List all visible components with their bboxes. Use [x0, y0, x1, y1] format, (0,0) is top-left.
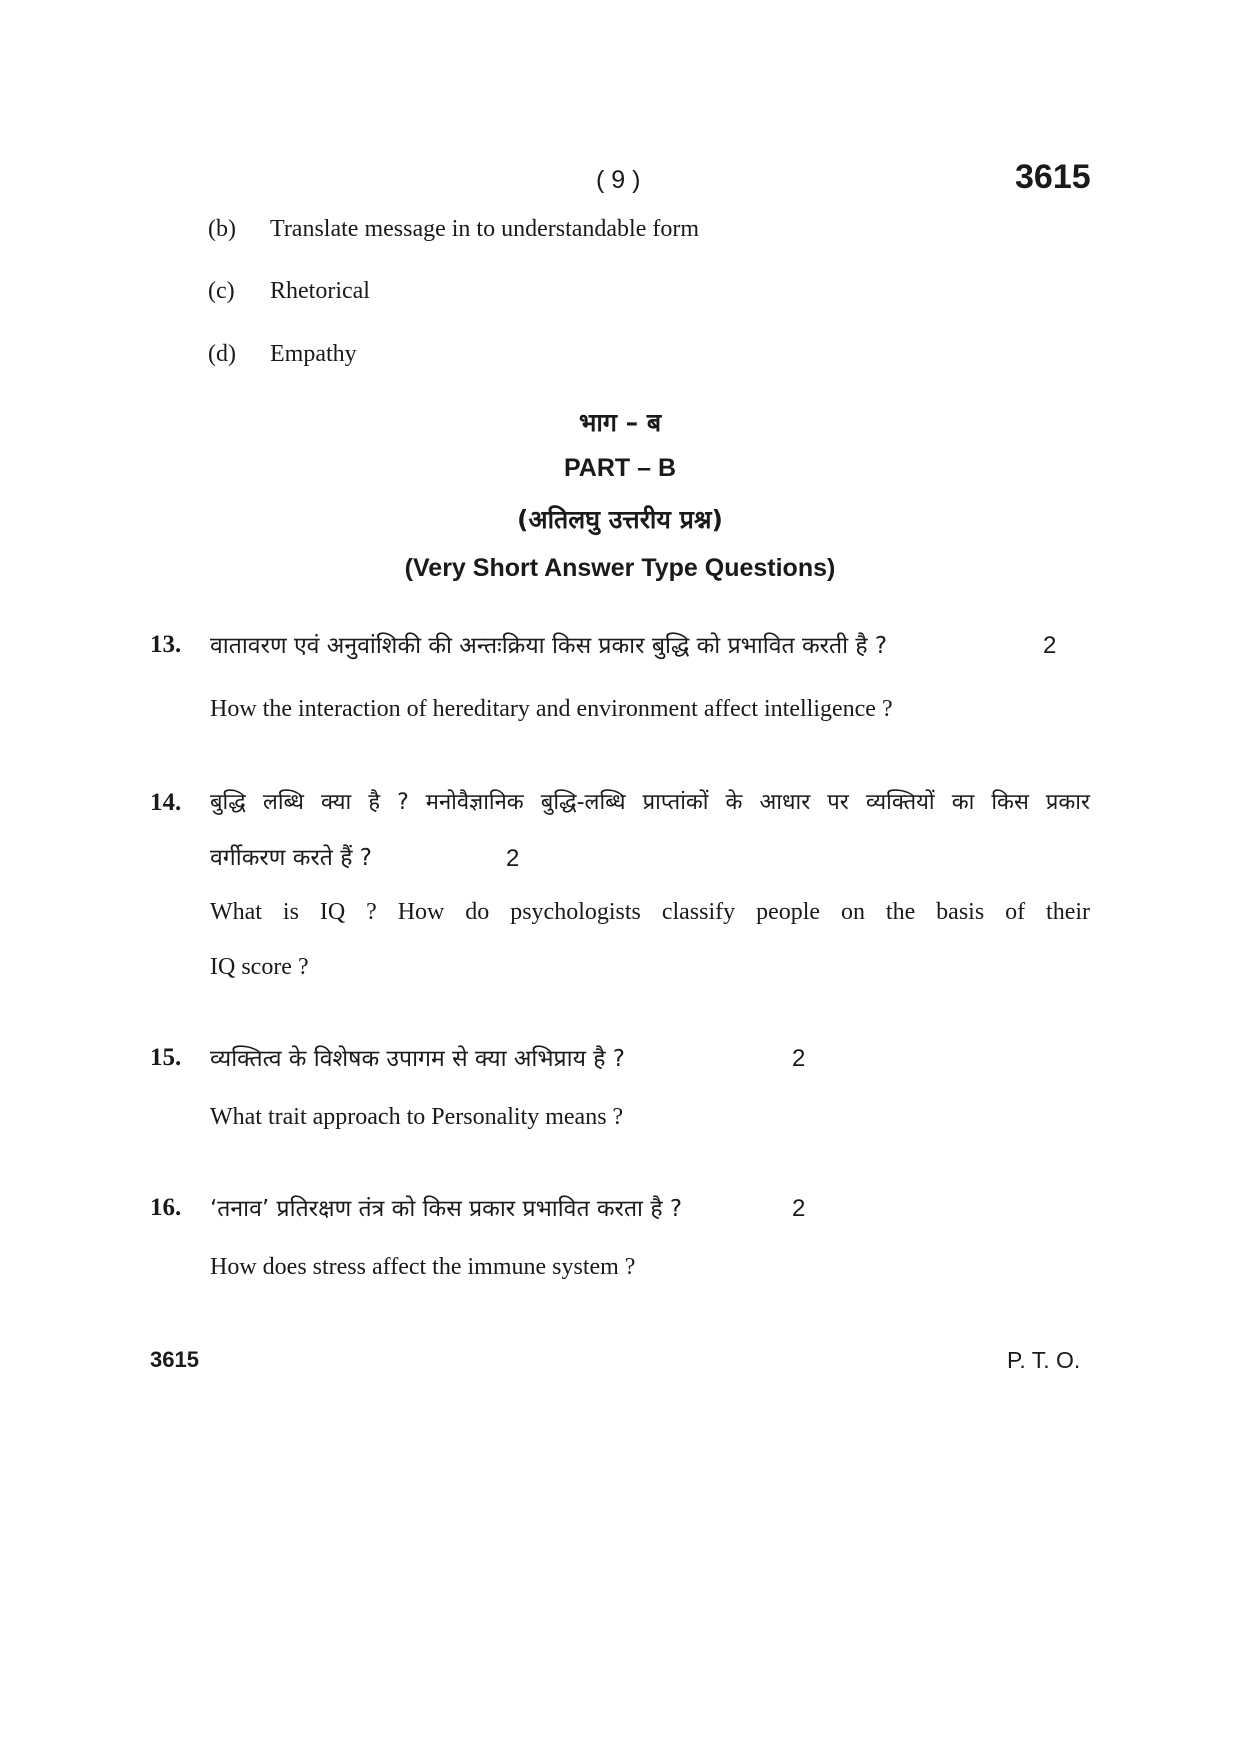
pto-label: P. T. O.: [1007, 1347, 1081, 1373]
question-14-english-line2: IQ score ?: [210, 954, 309, 980]
question-16-number: 16.: [150, 1194, 182, 1221]
question-type-english: (Very Short Answer Type Questions): [404, 554, 836, 582]
paper-code-header: 3615: [1015, 158, 1091, 196]
question-15-english: What trait approach to Personality means ?: [210, 1104, 624, 1130]
option-d-letter: (d): [208, 341, 236, 367]
question-14-number: 14.: [150, 789, 182, 816]
option-d-text: Empathy: [270, 341, 357, 367]
option-b-text: Translate message in to understandable form: [270, 216, 700, 242]
page-number: ( 9 ): [596, 166, 641, 194]
question-16-marks: 2: [792, 1195, 806, 1222]
question-15-marks: 2: [792, 1045, 806, 1072]
option-c-letter: (c): [208, 278, 235, 304]
question-14-english-line1: What is IQ ? How do psychologists classify people on the basis of their: [210, 899, 1090, 925]
paper-code-footer: 3615: [150, 1347, 199, 1372]
question-13-marks: 2: [1043, 632, 1057, 659]
question-15-number: 15.: [150, 1044, 182, 1071]
question-type-hindi: (अतिलघु उत्तरीय प्रश्न): [517, 505, 723, 534]
question-15-hindi: व्यक्तित्व के विशेषक उपागम से क्या अभिप्राय है ?: [210, 1046, 625, 1072]
option-b-letter: (b): [208, 216, 236, 242]
question-13-english: How the interaction of hereditary and environment affect intelligence ?: [210, 696, 893, 722]
question-13-number: 13.: [150, 631, 182, 658]
question-16-hindi: ‘तनाव’ प्रतिरक्षण तंत्र को किस प्रकार प्रभावित करता है ?: [210, 1196, 683, 1222]
option-c-text: Rhetorical: [270, 278, 370, 304]
question-13-hindi: वातावरण एवं अनुवांशिकी की अन्तःक्रिया किस प्रकार बुद्धि को प्रभावित करती है ?: [210, 633, 888, 659]
question-16-english: How does stress affect the immune system ?: [210, 1254, 636, 1280]
question-14-marks: 2: [506, 845, 520, 872]
part-heading-hindi: भाग – ब: [578, 408, 662, 437]
question-14-hindi-line1: बुद्धि लब्धि क्या है ? मनोवैज्ञानिक बुद्धि-लब्धि प्राप्तांकों के आधार पर व्यक्तियों का किस प्रकार: [210, 790, 1090, 815]
question-14-hindi-line2: वर्गीकरण करते हैं ?: [210, 845, 372, 871]
part-heading-english: PART – B: [563, 454, 677, 482]
